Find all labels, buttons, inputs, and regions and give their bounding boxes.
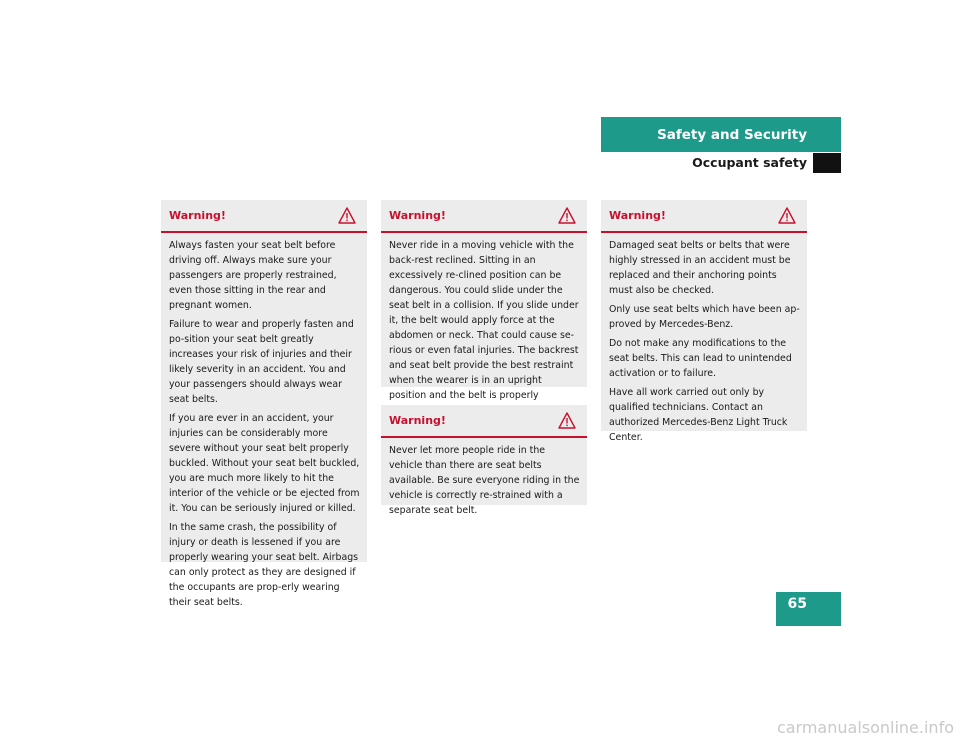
warning-body bbox=[381, 233, 587, 428]
warning-body bbox=[381, 438, 587, 528]
section-title-bar bbox=[601, 117, 841, 152]
page-number-badge bbox=[776, 592, 841, 626]
warning-paragraph: Only use seat belts which have been ap-proved by Mercedes-Benz. bbox=[609, 304, 800, 330]
warning-box-3 bbox=[381, 405, 587, 516]
page-subtitle: Occupant safety bbox=[692, 155, 807, 170]
warning-body bbox=[601, 233, 807, 455]
warning-triangle-icon bbox=[778, 207, 796, 224]
warning-paragraph: Always fasten your seat belt before driving off. Always make sure your passengers are properly restrained, even those sitting in the rear and pregnant women. bbox=[169, 240, 337, 311]
warning-box-1 bbox=[161, 200, 367, 608]
section-marker bbox=[813, 153, 841, 173]
warning-paragraph: Do not make any modifications to the seat belts. This can lead to unintended activation or to failure. bbox=[609, 338, 792, 379]
warning-title: Warning! bbox=[389, 209, 446, 222]
warning-paragraph: Have all work carried out only by qualified technicians. Contact an authorized Mercedes-Benz Light Truck Center. bbox=[609, 387, 788, 443]
warning-header bbox=[381, 200, 587, 233]
warning-body bbox=[161, 233, 367, 620]
warning-box-4 bbox=[601, 200, 807, 443]
warning-header bbox=[601, 200, 807, 233]
warning-title: Warning! bbox=[609, 209, 666, 222]
footer-watermark[interactable]: carmanualsonline.info bbox=[776, 718, 954, 737]
warning-triangle-icon bbox=[338, 207, 356, 224]
warning-paragraph: If you are ever in an accident, your injuries can be considerably more severe without your seat belt properly buckled. Without your seat belt buckled, you are much more likely to hit the interior of the vehicle or be ejected from it. You can be seriously injured or killed. bbox=[169, 413, 360, 514]
page-number: 65 bbox=[787, 596, 807, 612]
warning-box-2 bbox=[381, 200, 587, 401]
warning-paragraph: Never ride in a moving vehicle with the back-rest reclined. Sitting in an excessively re-clined position can be dangerous. You could slide under the seat belt in a collision. If you slide under it, the belt would apply force at the abdomen or neck. That could cause se-rious or even fatal injuries. The backrest and seat belt provide the best restraint when the wearer is in an upright position and the belt is properly bbox=[389, 240, 579, 401]
warning-paragraph: Damaged seat belts or belts that were highly stressed in an accident must be replaced and their anchoring points must also be checked. bbox=[609, 240, 791, 296]
warning-title: Warning! bbox=[389, 414, 446, 427]
warning-paragraph: Failure to wear and properly fasten and po-sition your seat belt greatly increases your risk of injuries and their likely severity in an accident. You and your passengers should always wear seat belts. bbox=[169, 319, 354, 405]
warning-triangle-icon bbox=[558, 207, 576, 224]
warning-triangle-icon bbox=[558, 412, 576, 429]
warning-title: Warning! bbox=[169, 209, 226, 222]
warning-header bbox=[381, 405, 587, 438]
warning-paragraph: In the same crash, the possibility of injury or death is lessened if you are properly wearing your seat belt. Airbags can only protect as they are designed if the occupants are prop-erly wearing their seat belts. bbox=[169, 522, 359, 608]
section-title: Safety and Security bbox=[657, 126, 807, 143]
warning-paragraph: Never let more people ride in the vehicle than there are seat belts available. Be sure everyone riding in the vehicle is correctly re-strained with a separate seat belt. bbox=[389, 445, 580, 516]
warning-header bbox=[161, 200, 367, 233]
